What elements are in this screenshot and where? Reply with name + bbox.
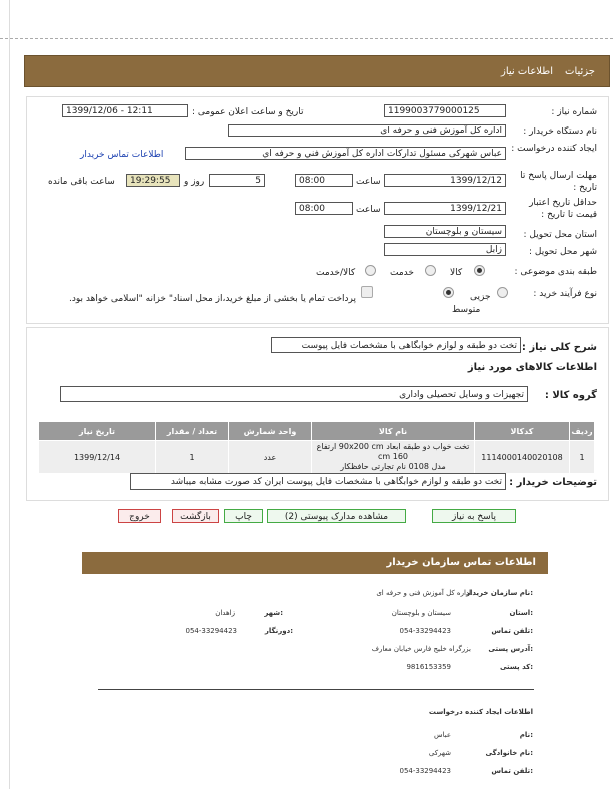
page-header xyxy=(24,55,610,87)
category-service-label: خدمت xyxy=(390,268,414,278)
col-name: نام کالا xyxy=(312,422,475,441)
price-validity-label: حداقل تاریخ اعتبار قیمت تا تاریخ : xyxy=(529,198,597,220)
treasury-payment-text: پرداخت تمام یا بخشی از مبلغ خرید،از محل اسناد" خزانه "اسلامی خواهد بود. xyxy=(68,294,356,304)
process-medium-label: متوسط xyxy=(452,305,481,315)
city-field[interactable]: زابل xyxy=(384,243,506,256)
remaining-time-label: ساعت باقی مانده xyxy=(48,177,115,187)
creator-last-name-label: نام خانوادگی: xyxy=(485,749,533,757)
send-deadline-label: مهلت ارسال پاسخ تا تاریخ : xyxy=(520,171,597,193)
cell-date: 1399/12/14 xyxy=(39,441,156,474)
days-label: روز و xyxy=(184,177,205,187)
contact-province-label: استان: xyxy=(509,609,533,617)
col-qty: تعداد / مقدار xyxy=(156,422,229,441)
price-time-label: ساعت xyxy=(356,205,381,215)
item-group-field[interactable]: تجهیزات و وسایل تحصیلی واداری xyxy=(60,386,528,402)
province-label: استان محل تحویل : xyxy=(523,230,597,240)
cell-unit: عدد xyxy=(229,441,312,474)
col-unit: واحد شمارش xyxy=(229,422,312,441)
tab-details[interactable]: جزئیات xyxy=(565,66,595,77)
announce-field[interactable]: 1399/12/06 - 12:11 xyxy=(62,104,188,117)
province-field[interactable]: سیستان و بلوچستان xyxy=(384,225,506,238)
send-time-label: ساعت xyxy=(356,177,381,187)
creator-last-name-value: شهرکی xyxy=(428,749,451,757)
contact-postal-label: کد پستی: xyxy=(499,663,533,671)
page-left-border xyxy=(9,0,10,789)
contact-fax-label: دورنگار: xyxy=(264,627,293,635)
cell-name-line2: مدل 0108 نام تجارتی حافظکار xyxy=(340,462,446,471)
process-partial-radio[interactable] xyxy=(497,287,508,298)
category-goods-service-label: کالا/خدمت xyxy=(316,268,356,278)
contact-phone-value: 054-33294423 xyxy=(399,627,451,635)
top-divider xyxy=(0,38,613,39)
price-date-field[interactable]: 1399/12/21 xyxy=(384,202,506,215)
contact-address-value: بزرگراه خلیج فارس خیابان معارف xyxy=(371,645,471,653)
contact-postal-value: 9816153359 xyxy=(406,663,451,671)
contact-divider xyxy=(98,689,534,690)
announce-label: تاریخ و ساعت اعلان عمومی : xyxy=(192,107,304,117)
process-medium-radio[interactable] xyxy=(443,287,454,298)
days-field[interactable]: 5 xyxy=(209,174,265,187)
org-name-value: اداره کل آموزش فنی و حرفه ای xyxy=(376,589,471,597)
category-goods-radio[interactable] xyxy=(474,265,485,276)
need-number-label: شماره نیاز : xyxy=(551,107,597,117)
creator-info-title: اطلاعات ایجاد کننده درخواست xyxy=(428,708,533,716)
cell-code: 1114000140020108 xyxy=(475,441,570,474)
contact-city-label: شهر: xyxy=(264,609,283,617)
contact-address-label: آدرس پستی: xyxy=(488,645,533,653)
contact-city-value: زاهدان xyxy=(215,609,235,617)
process-type-label: نوع فرآیند خرید : xyxy=(533,289,597,299)
reply-button[interactable]: پاسخ به نیاز xyxy=(432,509,516,523)
items-title: اطلاعات کالاهای مورد نیاز xyxy=(467,362,597,373)
process-partial-label: جزیی xyxy=(470,292,491,302)
price-time-field[interactable]: 08:00 xyxy=(295,202,353,215)
item-group-label: گروه کالا : xyxy=(544,390,597,401)
general-desc-field[interactable]: تخت دو طبقه و لوازم خوابگاهی با مشخصات فایل پیوست xyxy=(271,337,521,353)
items-table xyxy=(38,421,595,474)
send-date-field[interactable]: 1399/12/12 xyxy=(384,174,506,187)
buyer-contact-link[interactable]: اطلاعات تماس خریدار xyxy=(80,150,164,160)
cell-qty: 1 xyxy=(156,441,229,474)
buyer-notes-field[interactable]: تخت دو طبقه و لوازم خوابگاهی با مشخصات فایل پیوست ایران کد صورت مشابه میباشد xyxy=(130,473,506,490)
category-service-radio[interactable] xyxy=(425,265,436,276)
city-label: شهر محل تحویل : xyxy=(528,247,597,257)
contact-section-title: اطلاعات تماس سازمان خریدار xyxy=(386,557,536,568)
cell-name xyxy=(312,441,475,474)
contact-province-value: سیستان و بلوچستان xyxy=(391,609,451,617)
creator-first-name-label: نام: xyxy=(519,731,533,739)
creator-label: ایجاد کننده درخواست : xyxy=(511,144,597,154)
creator-field[interactable]: عباس شهرکی مسئول تداركات اداره كل آموزش فني و حرفه اي xyxy=(185,147,506,160)
col-code: کدکالا xyxy=(475,422,570,441)
exit-button[interactable]: خروج xyxy=(118,509,161,523)
attachments-button[interactable]: مشاهده مدارک پیوستی (2) xyxy=(267,509,406,523)
creator-first-name-value: عباس xyxy=(434,731,451,739)
general-desc-label: شرح کلی نیاز : xyxy=(521,342,597,353)
print-button[interactable]: چاپ xyxy=(224,509,263,523)
category-label: طبقه بندی موضوعی : xyxy=(514,267,597,277)
cell-name-line1: تخت خواب دو طبقه ابعاد 90x200 cm ارتفاع 160 cm xyxy=(316,442,470,461)
back-button[interactable]: بازگشت xyxy=(172,509,219,523)
cell-index: 1 xyxy=(570,441,595,474)
col-index: ردیف xyxy=(570,422,595,441)
buyer-notes-label: توضیحات خریدار : xyxy=(509,477,597,488)
buyer-org-label: نام دستگاه خریدار : xyxy=(523,127,597,137)
send-time-field[interactable]: 08:00 xyxy=(295,174,353,187)
contact-fax-value: 054-33294423 xyxy=(185,627,237,635)
creator-phone-label: تلفن تماس: xyxy=(491,767,533,775)
category-goods-service-radio[interactable] xyxy=(365,265,376,276)
remaining-time-field: 19:29:55 xyxy=(126,174,180,187)
creator-phone-value: 054-33294423 xyxy=(399,767,451,775)
buyer-org-field[interactable]: اداره کل آموزش فنی و حرفه ای xyxy=(228,124,506,137)
treasury-payment-checkbox[interactable] xyxy=(361,286,373,298)
category-goods-label: کالا xyxy=(450,268,463,278)
tab-need-info[interactable]: اطلاعات نیاز xyxy=(501,66,553,77)
contact-section-header xyxy=(82,552,548,574)
need-number-field[interactable]: 1199003779000125 xyxy=(384,104,506,117)
col-date: تاریخ نیاز xyxy=(39,422,156,441)
contact-phone-label: تلفن تماس: xyxy=(491,627,533,635)
table-row xyxy=(39,441,595,474)
org-name-label: نام سازمان خریدار: xyxy=(465,589,533,597)
